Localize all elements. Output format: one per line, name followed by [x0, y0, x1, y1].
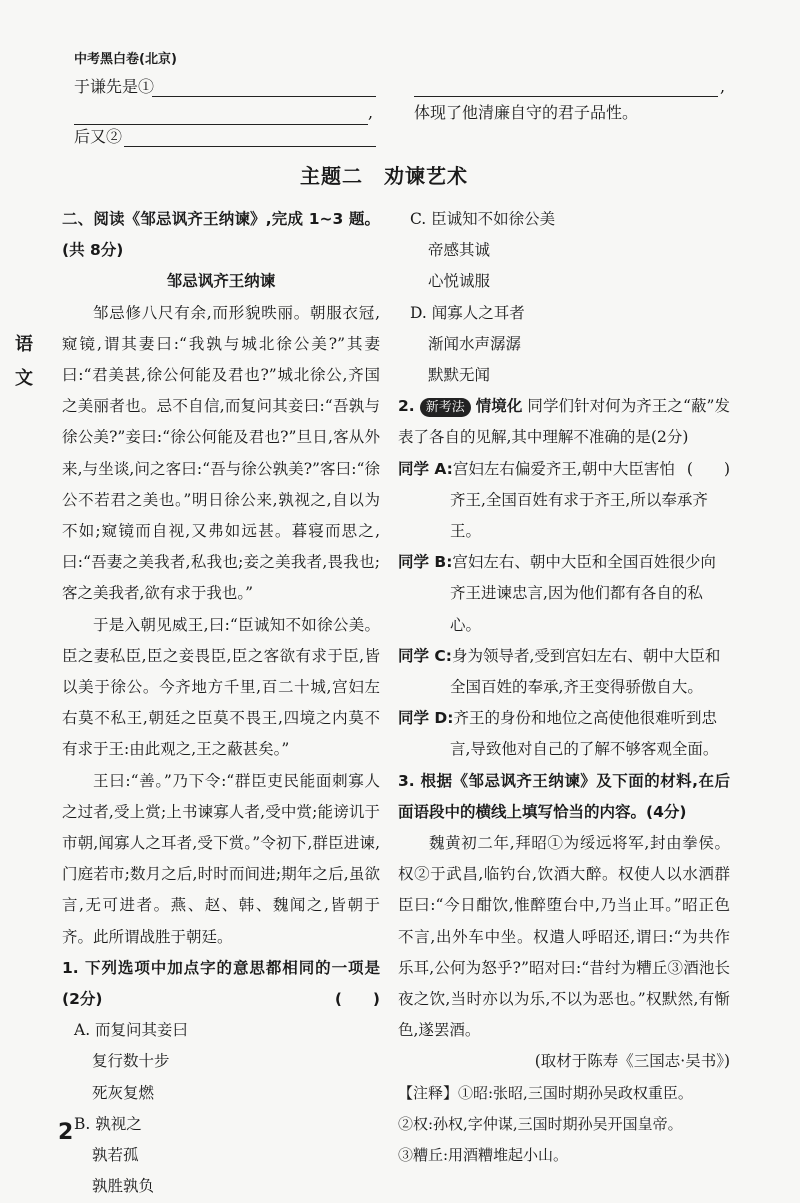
- q1-option-b[interactable]: B. 孰视之: [74, 1114, 142, 1133]
- q1-option-d-sub-1: 渐闻水声潺潺: [428, 334, 522, 353]
- fill-line3-prefix: 后又②: [74, 127, 123, 146]
- q1-option-c-sub-2: 心悦诚服: [428, 272, 491, 291]
- q1-stem-text: 1. 下列选项中加点字的意思都相同的一项是(2分): [62, 958, 380, 1009]
- q3-stem: 3. 根据《邹忌讽齐王纳谏》及下面的材料,在后面语段中的横线上填写恰当的内容。(4分): [398, 771, 730, 821]
- q2-number: 2.: [398, 397, 415, 416]
- page-number: 2: [58, 1120, 74, 1145]
- q2-student-a-text: 宫妇左右偏爱齐王,朝中大臣害怕齐王,全国百姓有求于齐王,所以奉承齐王。: [450, 459, 708, 541]
- q2-student-d: [398, 703, 730, 765]
- q1-option-d-sub-2: 默默无闻: [428, 366, 491, 385]
- passage-paragraph-2: 于是入朝见威王,曰:“臣诚知不如徐公美。臣之妻私臣,臣之妾畏臣,臣之客欲有求于臣,皆以美于徐公。今齐地方千里,百二十城,宫妇左右莫不私王,朝廷之臣莫不畏王,四境之内莫不有求于王:由此观之,王之蔽甚矣。”: [62, 615, 380, 759]
- q2-student-c-text: 身为领导者,受到宫妇左右、朝中大臣和全国百姓的奉承,齐王变得骄傲自大。: [450, 646, 721, 697]
- section-intro: 二、阅读《邹忌讽齐王纳谏》,完成 1~3 题。(共 8分): [62, 210, 380, 260]
- left-column: [62, 204, 380, 1203]
- q3-source: (取材于陈寿《三国志·吴书》): [534, 1052, 730, 1071]
- theme-title: 主题二 劝谏艺术: [300, 164, 468, 188]
- series-title: 中考黑白卷(北京): [74, 52, 177, 67]
- right-column: [398, 204, 730, 1171]
- passage-title: 邹忌讽齐王纳谏: [166, 272, 276, 291]
- q3-note-2: ②权:孙权,字仲谋,三国时期孙吴开国皇帝。: [398, 1114, 683, 1133]
- q3-note-3: ③糟丘:用酒糟堆起小山。: [398, 1146, 569, 1165]
- q1-option-d[interactable]: D. 闻寡人之耳者: [410, 303, 525, 322]
- q1-option-c-sub-1: 帝感其诚: [428, 241, 491, 260]
- q2-student-c: [398, 641, 730, 703]
- passage-paragraph-3: 王曰:“善。”乃下令:“群臣吏民能面刺寡人之过者,受上赏;上书谏寡人者,受中赏;能谤讥于市朝,闻寡人之耳者,受下赏。”令初下,群臣进谏,门庭若市;数月之后,时时而间进;期年之后,虽欲言,无可进者。燕、赵、韩、魏闻之,皆朝于齐。此所谓战胜于朝廷。: [62, 771, 380, 946]
- fill-line2-end: ,: [368, 103, 374, 122]
- fill-blank-1a[interactable]: [152, 96, 376, 97]
- q1-option-b-sub-1: 孰若孤: [92, 1146, 139, 1165]
- side-tab-subject: 语文: [15, 334, 33, 389]
- q2-student-a: [398, 454, 730, 548]
- new-method-badge: 新考法: [420, 398, 471, 417]
- q2-student-a-label: 同学 A:: [398, 459, 453, 478]
- fill-blank-right[interactable]: [414, 96, 718, 97]
- q2-student-c-label: 同学 C:: [398, 646, 452, 665]
- q3-note-1: 【注释】①昭:张昭,三国时期孙吴政权重臣。: [398, 1083, 693, 1102]
- q2-tag: 情境化: [475, 397, 523, 416]
- q1-option-a-sub-2: 死灰复燃: [92, 1083, 155, 1102]
- q1-option-c[interactable]: C. 臣诚知不如徐公美: [410, 210, 556, 228]
- q2-answer-bracket[interactable]: ( ): [686, 459, 730, 478]
- fill-right-end: ,: [720, 77, 726, 96]
- fill-line1-prefix: 于谦先是①: [74, 77, 155, 96]
- q2-student-b-label: 同学 B:: [398, 553, 453, 572]
- q2-student-b: [398, 547, 730, 641]
- q1-option-a-sub-1: 复行数十步: [92, 1052, 170, 1071]
- fill-right-text: 体现了他清廉自守的君子品性。: [414, 103, 639, 122]
- q2-student-d-label: 同学 D:: [398, 709, 454, 728]
- q2-student-b-text: 宫妇左右、朝中大臣和全国百姓很少向齐王进谏忠言,因为他们都有各自的私心。: [450, 553, 716, 634]
- q3-material: 魏黄初二年,拜昭①为绥远将军,封由拳侯。权②于武昌,临钓台,饮酒大醉。权使人以水洒群臣曰:“今日酣饮,惟醉堕台中,乃当止耳。”昭正色不言,出外车中坐。权遣人呼昭还,谓曰:“为共作乐耳,公何为怒乎?”昭对曰:“昔纣为糟丘③酒池长夜之饮,当时亦以为乐,不以为恶也。”权默然,有惭色,遂罢酒。: [398, 834, 730, 1040]
- q2-student-d-text: 齐王的身份和地位之高使他很难听到忠言,导致他对自己的了解不够客观全面。: [450, 709, 719, 759]
- passage-paragraph-1: 邹忌修八尺有余,而形貌昳丽。朝服衣冠,窥镜,谓其妻曰:“我孰与城北徐公美?”其妻曰:“君美甚,徐公何能及君也?”城北徐公,齐国之美丽者也。忌不自信,而复问其妾曰:“吾孰与徐公美?”妾曰:“徐公何能及君也?”旦日,客从外来,与坐谈,问之客曰:“吾与徐公孰美?”客曰:“徐公不若君之美也。”明日徐公来,孰视之,自以为不如;窥镜而自视,又弗如远甚。暮寝而思之,曰:“吾妻之美我者,私我也;妾之美我者,畏我也;客之美我者,欲有求于我也。”: [62, 303, 380, 603]
- q1-option-b-sub-2: 孰胜孰负: [92, 1177, 155, 1196]
- q1-stem: [62, 953, 380, 1015]
- q2-stem-text: 同学们针对何为齐王之“蔽”发表了各自的见解,其中理解不准确的是(2分): [398, 397, 730, 447]
- fill-blank-2[interactable]: [124, 146, 376, 147]
- q1-option-a[interactable]: A. 而复问其妾曰: [74, 1021, 189, 1040]
- q1-answer-bracket[interactable]: ( ): [334, 990, 380, 1009]
